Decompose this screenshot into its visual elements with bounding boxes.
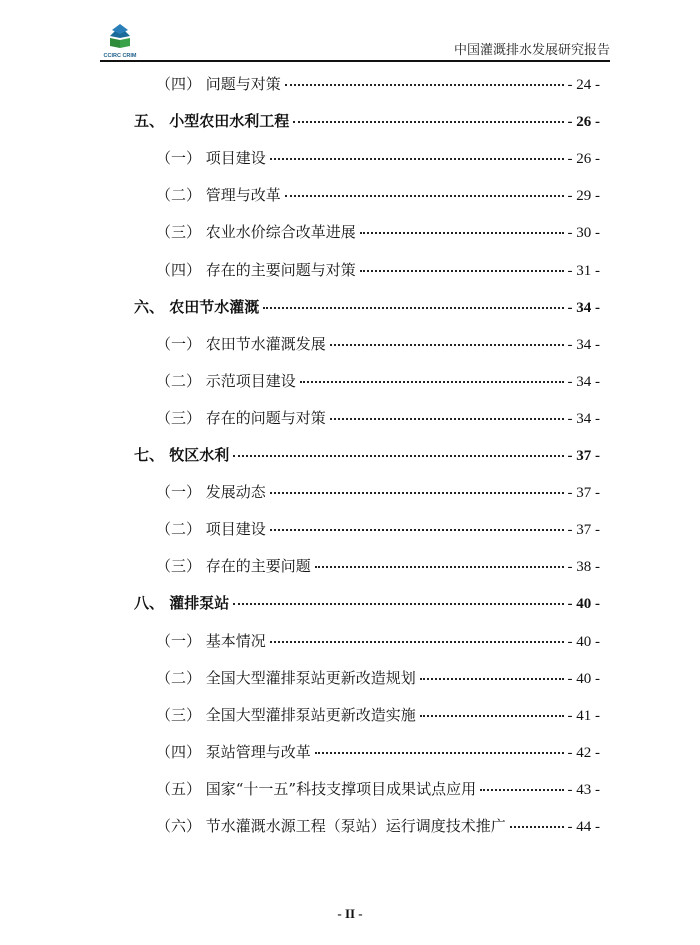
toc-page-number: - 34 -: [567, 300, 600, 316]
toc-entry-title: （三） 全国大型灌排泵站更新改造实施: [156, 706, 416, 724]
toc-dot-leader: [315, 752, 564, 754]
page-number: - II -: [337, 906, 363, 921]
toc-page-number: - 44 -: [567, 819, 600, 835]
toc-entry-title: 六、 农田节水灌溉: [134, 298, 260, 316]
toc-section-entry[interactable]: [156, 370, 600, 390]
toc-page-number: - 42 -: [567, 745, 600, 761]
toc-entry-title: 八、 灌排泵站: [134, 594, 230, 612]
toc-chapter-entry[interactable]: [134, 592, 600, 612]
toc-dot-leader: [315, 566, 564, 568]
toc-entry-title: （三） 存在的主要问题: [156, 557, 311, 575]
toc-entry-title: （六） 节水灌溉水源工程（泵站）运行调度技术推广: [156, 817, 506, 835]
toc-section-entry[interactable]: [156, 815, 600, 835]
toc-page-number: - 37 -: [567, 448, 600, 464]
toc-page-number: - 24 -: [567, 77, 600, 93]
toc-page-number: - 41 -: [567, 708, 600, 724]
toc-dot-leader: [233, 455, 563, 457]
svg-text:CCIRC CRIM: CCIRC CRIM: [103, 53, 137, 59]
toc-page-number: - 30 -: [567, 225, 600, 241]
toc-entry-title: （五） 国家“十一五”科技支撑项目成果试点应用: [156, 780, 477, 798]
toc-section-entry[interactable]: [156, 704, 600, 724]
report-title: 中国灌溉排水发展研究报告: [453, 43, 610, 58]
toc-entry-title: （二） 全国大型灌排泵站更新改造规划: [156, 669, 416, 687]
toc-page-number: - 34 -: [567, 411, 600, 427]
toc-section-entry[interactable]: [156, 333, 600, 353]
toc-section-entry[interactable]: [156, 741, 600, 761]
toc-page-number: - 37 -: [567, 485, 600, 501]
toc-dot-leader: [263, 307, 563, 309]
toc-entry-title: （四） 泵站管理与改革: [156, 743, 311, 761]
toc-dot-leader: [330, 418, 564, 420]
toc-entry-title: （二） 示范项目建设: [156, 372, 296, 390]
toc-dot-leader: [510, 826, 564, 828]
toc-section-entry[interactable]: [156, 407, 600, 427]
toc-section-entry[interactable]: [156, 481, 600, 501]
toc-entry-title: 五、 小型农田水利工程: [134, 112, 290, 130]
toc-entry-title: （一） 基本情况: [156, 632, 266, 650]
toc-dot-leader: [270, 529, 564, 531]
toc-dot-leader: [300, 381, 564, 383]
toc-chapter-entry[interactable]: [134, 444, 600, 464]
toc-section-entry[interactable]: [156, 555, 600, 575]
toc-section-entry[interactable]: [156, 147, 600, 167]
toc-dot-leader: [420, 715, 564, 717]
toc-page-number: - 34 -: [567, 374, 600, 390]
toc-page-number: - 26 -: [567, 151, 600, 167]
toc-entry-title: 七、 牧区水利: [134, 446, 230, 464]
toc-section-entry[interactable]: [156, 667, 600, 687]
toc-chapter-entry[interactable]: [134, 110, 600, 130]
toc-entry-title: （一） 项目建设: [156, 149, 266, 167]
toc-section-entry[interactable]: [156, 221, 600, 241]
toc-dot-leader: [420, 678, 564, 680]
toc-page-number: - 40 -: [567, 671, 600, 687]
toc-page-number: - 43 -: [567, 782, 600, 798]
toc-section-entry[interactable]: [156, 184, 600, 204]
toc-page-number: - 38 -: [567, 559, 600, 575]
toc-section-entry[interactable]: [156, 518, 600, 538]
toc-entry-title: （四） 问题与对策: [156, 75, 281, 93]
toc-entry-title: （二） 管理与改革: [156, 186, 281, 204]
toc-entry-title: （三） 存在的问题与对策: [156, 409, 326, 427]
toc-dot-leader: [293, 121, 563, 123]
toc-chapter-entry[interactable]: [134, 296, 600, 316]
toc-dot-leader: [233, 603, 563, 605]
toc-page-number: - 31 -: [567, 263, 600, 279]
toc-entry-title: （四） 存在的主要问题与对策: [156, 261, 356, 279]
toc-section-entry[interactable]: [156, 778, 600, 798]
toc-dot-leader: [330, 344, 564, 346]
toc-entry-title: （二） 项目建设: [156, 520, 266, 538]
toc-section-entry[interactable]: [156, 259, 600, 279]
toc-dot-leader: [270, 492, 564, 494]
toc-page-number: - 34 -: [567, 337, 600, 353]
toc-dot-leader: [360, 232, 564, 234]
toc-entry-title: （一） 农田节水灌溉发展: [156, 335, 326, 353]
toc-entry-title: （三） 农业水价综合改革进展: [156, 223, 356, 241]
toc-dot-leader: [270, 641, 564, 643]
toc-page-number: - 40 -: [567, 634, 600, 650]
toc-page-number: - 40 -: [567, 596, 600, 612]
toc-dot-leader: [285, 84, 564, 86]
toc-dot-leader: [360, 270, 564, 272]
toc-entry-title: （一） 发展动态: [156, 483, 266, 501]
toc-dot-leader: [480, 789, 563, 791]
toc-section-entry[interactable]: [156, 630, 600, 650]
toc-page-number: - 37 -: [567, 522, 600, 538]
toc-dot-leader: [270, 158, 564, 160]
toc-page-number: - 29 -: [567, 188, 600, 204]
toc-section-entry[interactable]: [156, 73, 600, 93]
toc-dot-leader: [285, 195, 564, 197]
toc-page-number: - 26 -: [567, 114, 600, 130]
